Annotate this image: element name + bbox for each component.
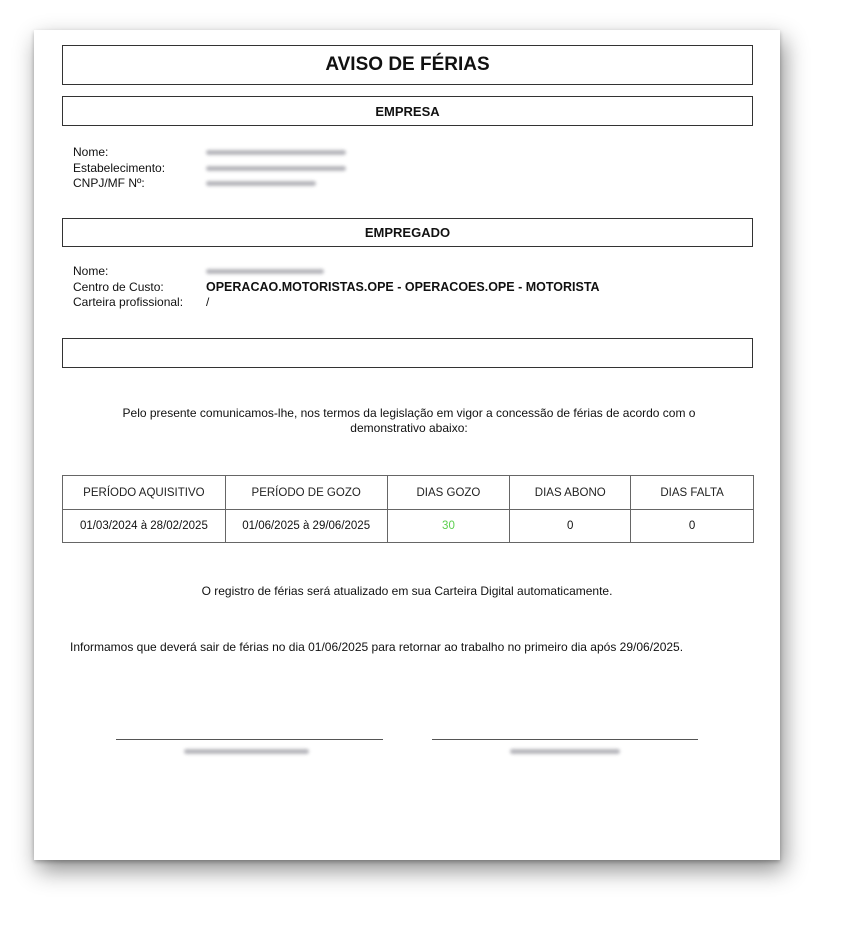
intro-text: Pelo presente comunicamos-lhe, nos termos da legislação em vigor a concessão de férias de acordo com o demonstrativo abaixo:	[122, 406, 696, 435]
empregado-nome-label: Nome:	[73, 264, 109, 278]
document-page	[34, 30, 780, 860]
empregado-signature-line	[432, 739, 698, 740]
table-row	[63, 510, 754, 543]
cell-dias-falta: 0	[631, 510, 754, 543]
empresa-cnpj-label: CNPJ/MF Nº:	[73, 176, 145, 190]
empregado-centro-custo-row	[73, 280, 600, 296]
cell-periodo-aquisitivo: 01/03/2024 à 28/02/2025	[63, 510, 226, 543]
empresa-cnpj-row	[73, 176, 346, 192]
header-dias-abono: DIAS ABONO	[510, 476, 631, 510]
carteira-value: /	[206, 295, 210, 309]
centro-custo-value: OPERACAO.MOTORISTAS.OPE - OPERACOES.OPE - MOTORISTA	[206, 279, 600, 294]
cell-dias-abono: 0	[510, 510, 631, 543]
carteira-label: Carteira profissional:	[73, 295, 184, 309]
empregado-section-header	[62, 218, 753, 247]
header-dias-gozo: DIAS GOZO	[387, 476, 510, 510]
table-header-row	[63, 476, 754, 510]
empresa-nome-label: Nome:	[73, 145, 109, 159]
header-periodo-aquisitivo: PERÍODO AQUISITIVO	[63, 476, 226, 510]
registro-note: O registro de férias será atualizado em sua Carteira Digital automaticamente.	[201, 584, 613, 598]
empresa-estabelecimento-label: Estabelecimento:	[73, 160, 166, 175]
document-title	[62, 45, 753, 85]
empregado-nome-row	[73, 264, 600, 280]
header-dias-falta: DIAS FALTA	[631, 476, 754, 510]
document-title-text: AVISO DE FÉRIAS	[325, 54, 490, 75]
empresa-nome-row	[73, 145, 346, 161]
ferias-table	[62, 475, 754, 543]
empresa-info	[73, 145, 346, 192]
cell-dias-gozo: 30	[387, 510, 510, 543]
empregado-signature-name-redacted	[510, 749, 620, 754]
empregado-nome-redacted	[206, 269, 324, 274]
empresa-header-text: EMPRESA	[375, 103, 440, 119]
empregado-info	[73, 264, 600, 311]
cell-periodo-gozo: 01/06/2025 à 29/06/2025	[225, 510, 387, 543]
header-periodo-gozo: PERÍODO DE GOZO	[225, 476, 387, 510]
empresa-estabelecimento-row	[73, 161, 346, 177]
empresa-nome-redacted	[206, 150, 346, 155]
empregado-header-text: EMPREGADO	[364, 225, 451, 240]
empresa-estabelecimento-redacted	[206, 166, 346, 171]
empresa-section-header	[62, 96, 753, 126]
empresa-signature-name-redacted	[184, 749, 309, 754]
blank-box	[62, 338, 753, 368]
empresa-cnpj-redacted	[206, 181, 316, 186]
empregado-carteira-row	[73, 295, 600, 311]
empresa-signature-line	[116, 739, 383, 740]
retorno-note: Informamos que deverá sair de férias no dia 01/06/2025 para retornar ao trabalho no primeiro dia após 29/06/2025.	[70, 640, 684, 654]
centro-custo-label: Centro de Custo:	[73, 279, 164, 294]
